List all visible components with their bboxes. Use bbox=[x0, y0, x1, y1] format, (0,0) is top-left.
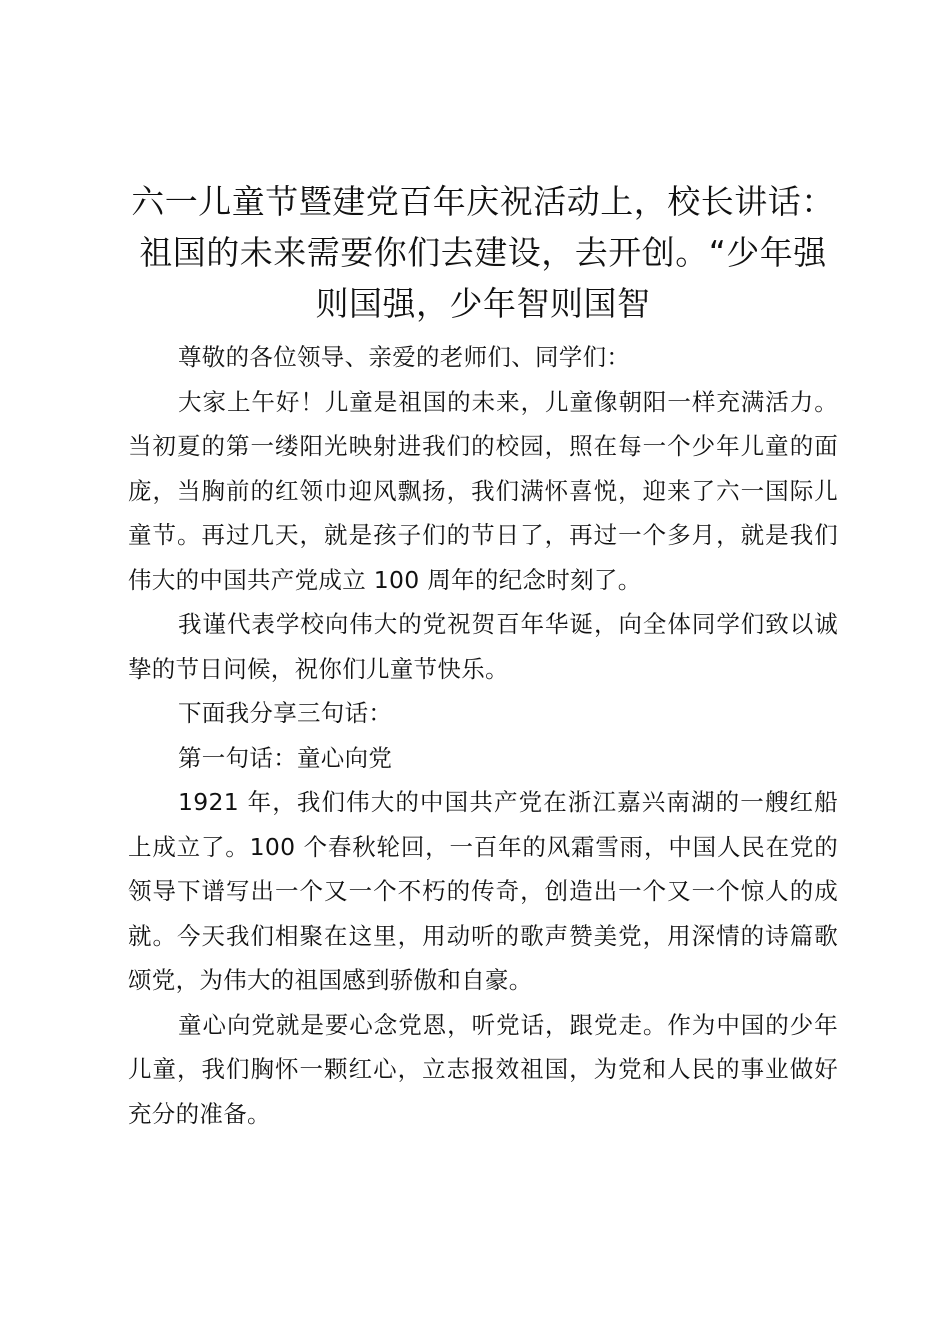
paragraph-greeting: 大家上午好！儿童是祖国的未来，儿童像朝阳一样充满活力。当初夏的第一缕阳光映射进我们的校园，照在每一个少年儿童的面庞，当胸前的红领巾迎风飘扬，我们满怀喜悦，迎来了六一国际儿童节。再过几天，就是孩子们的节日了，再过一个多月，就是我们伟大的中国共产党成立 100 周年的纪念时刻了。 bbox=[128, 387, 838, 594]
paragraph-intro-three-sentences: 下面我分享三句话： bbox=[178, 699, 393, 727]
paragraph-salutation: 尊敬的各位领导、亲爱的老师们、同学们： bbox=[178, 343, 631, 371]
paragraph-first-sentence-heading: 第一句话：童心向党 bbox=[178, 743, 393, 772]
paragraph-heart-to-party: 童心向党就是要心念党恩，听党话，跟党走。作为中国的少年儿童，我们胸怀一颗红心，立志报效祖国，为党和人民的事业做好充分的准备。 bbox=[128, 1010, 838, 1128]
document-page bbox=[128, 176, 838, 1136]
document-title: 六一儿童节暨建党百年庆祝活动上，校长讲话：祖国的未来需要你们去建设，去开创。“少年强则国强，少年智则国智 bbox=[131, 182, 835, 323]
paragraph-wishes: 我谨代表学校向伟大的党祝贺百年华诞，向全体同学们致以诚挚的节日问候，祝你们儿童节快乐。 bbox=[128, 610, 838, 683]
paragraph-history: 1921 年，我们伟大的中国共产党在浙江嘉兴南湖的一艘红船上成立了。100 个春秋轮回，一百年的风霜雪雨，中国人民在党的领导下谱写出一个又一个不朽的传奇，创造出一个又一个惊人的成就。今天我们相聚在这里，用动听的歌声赞美党，用深情的诗篇歌颂党，为伟大的祖国感到骄傲和自豪。 bbox=[128, 788, 838, 994]
